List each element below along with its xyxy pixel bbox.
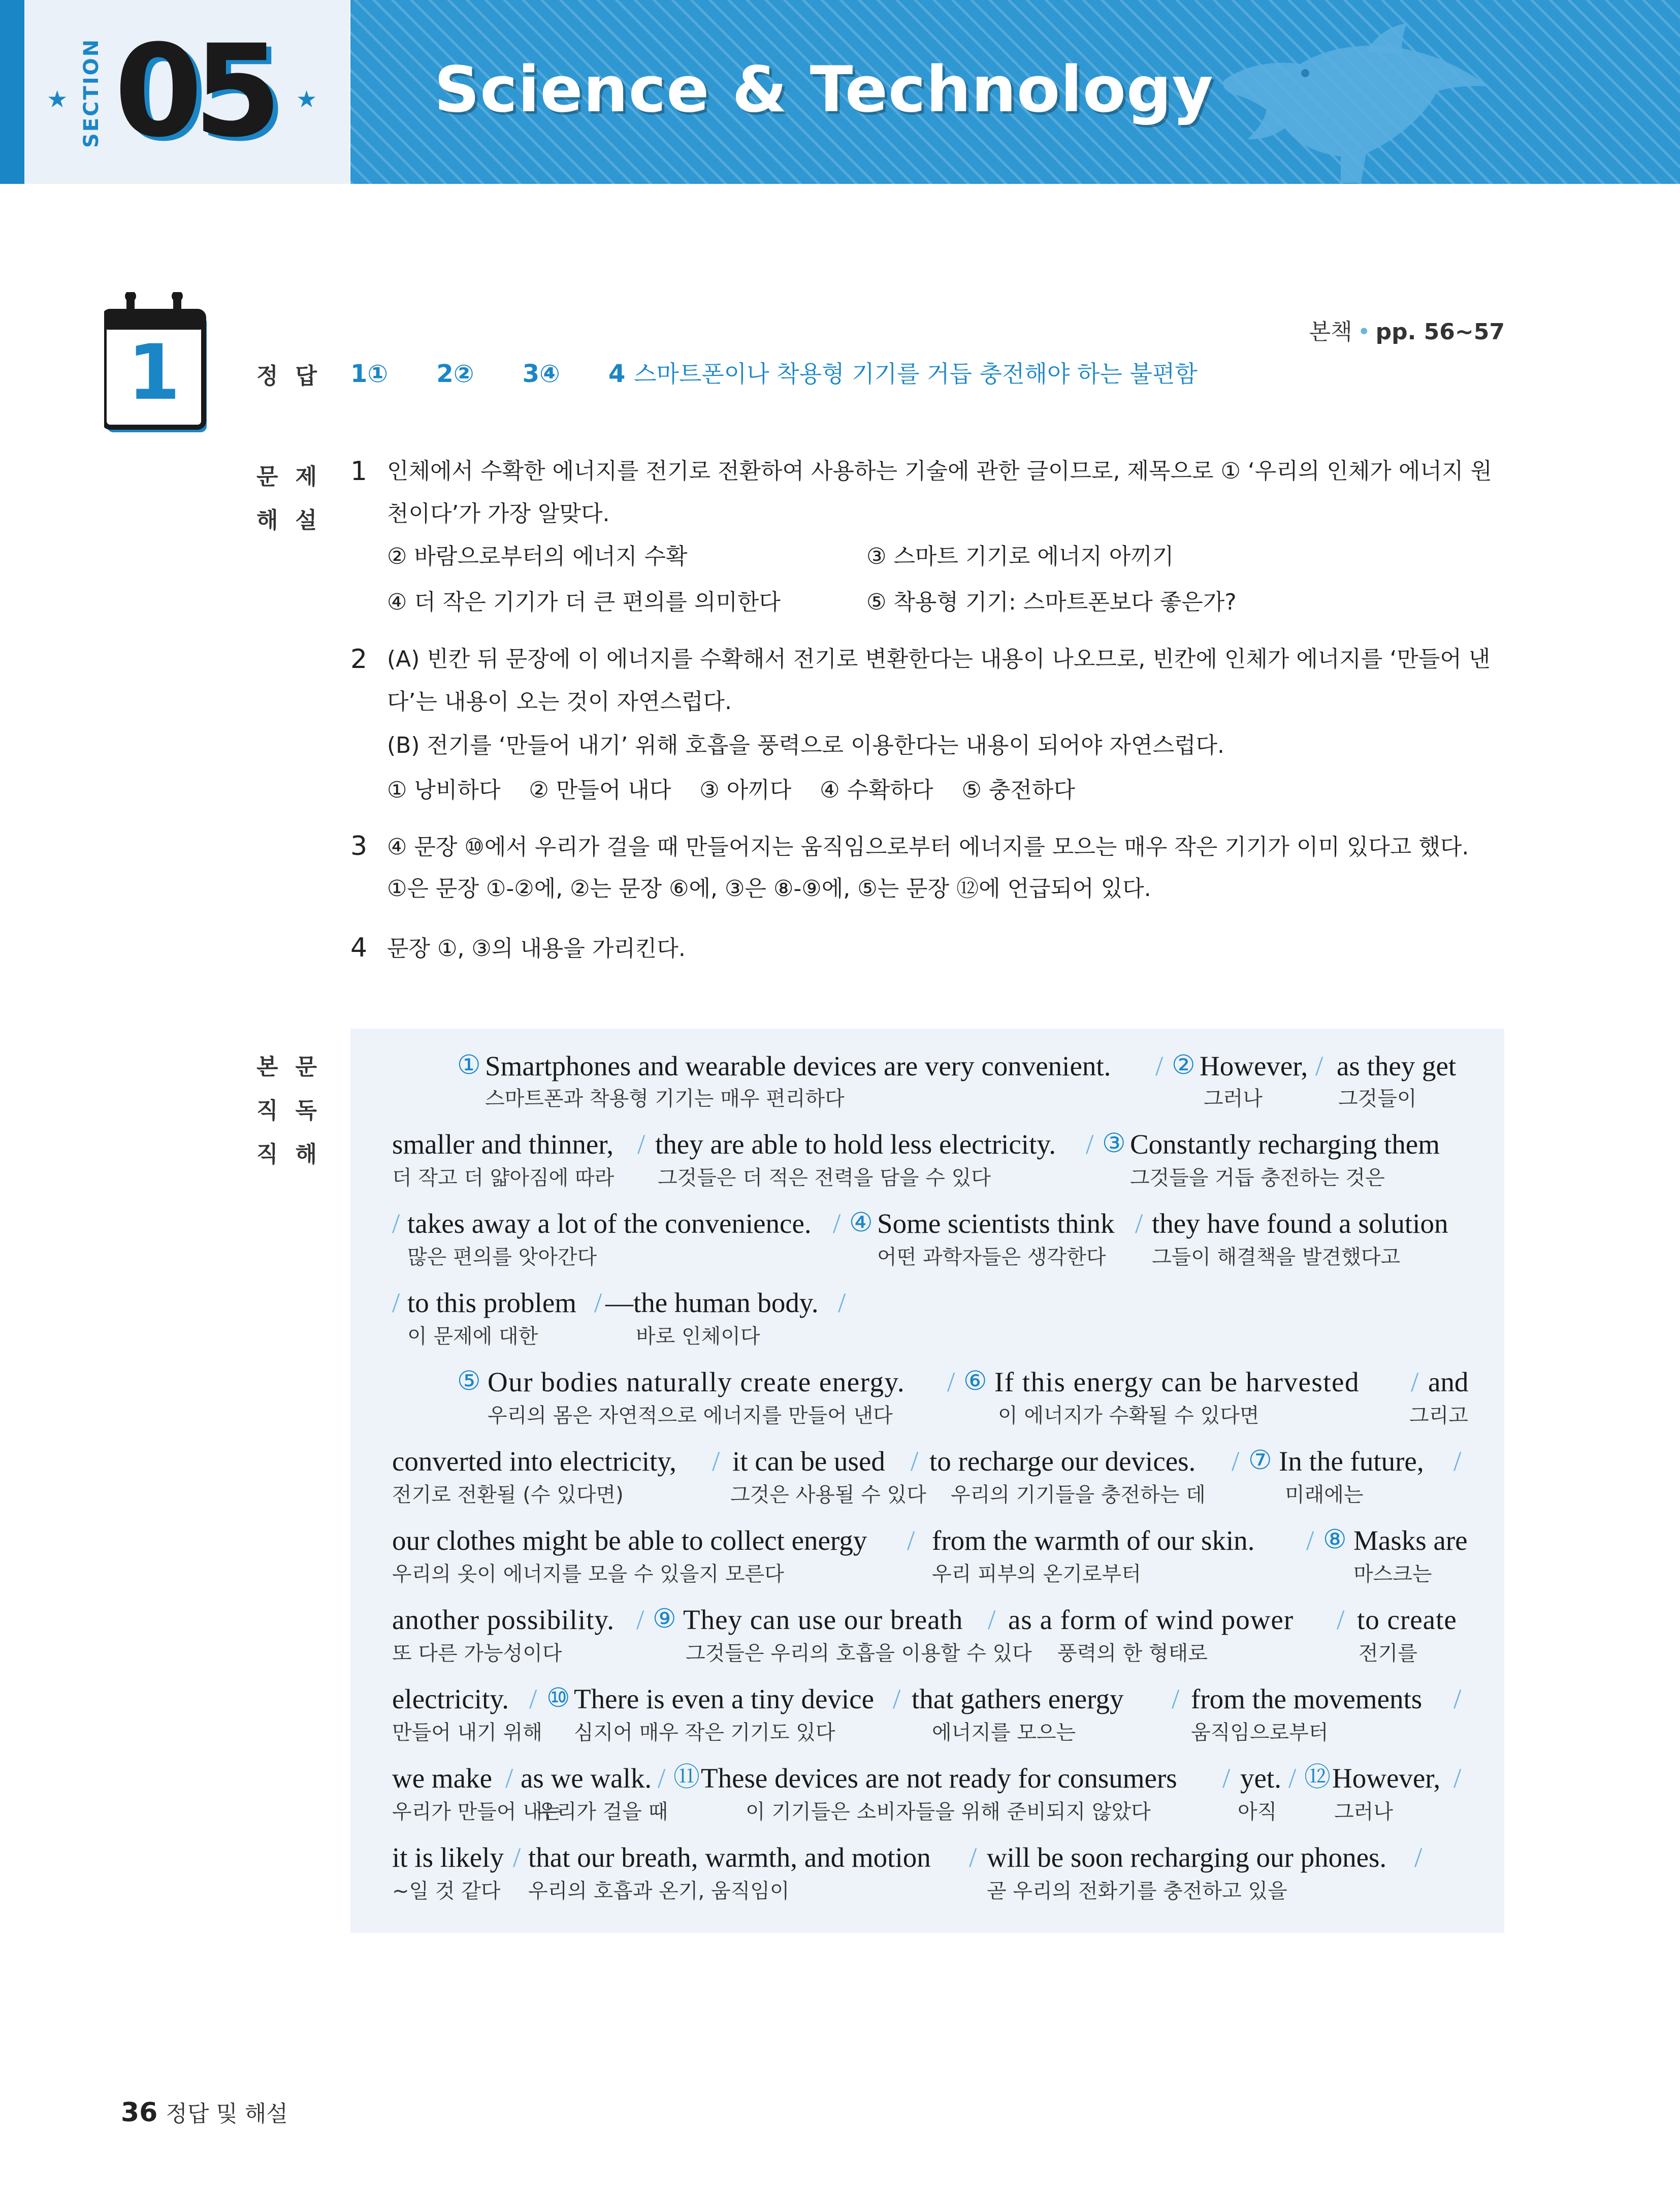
chunk-slash: /: [1155, 1050, 1164, 1081]
page-number: 36: [121, 2097, 158, 2128]
answer-1: 1①: [350, 360, 389, 388]
sentence-number: ②: [1172, 1050, 1196, 1080]
page-reference: [1309, 313, 1505, 346]
dolphin-icon: [1214, 20, 1498, 183]
korean-gloss: 미래에는: [1285, 1483, 1364, 1507]
section-word-text: SECTION: [80, 38, 103, 148]
english-chunk: However,: [1200, 1050, 1308, 1081]
english-chunk: Some scientists think: [877, 1208, 1115, 1239]
english-chunk: to create: [1357, 1604, 1457, 1635]
answer-3: 3④: [522, 360, 560, 388]
label-explain-1: 문제: [256, 464, 335, 490]
chunk-slash: /: [1172, 1683, 1180, 1714]
english-chunk: from the warmth of our skin.: [932, 1525, 1255, 1556]
explanation-2-line: (A) 빈칸 뒤 문장에 이 에너지를 수확해서 전기로 변환한다는 내용이 나오므로, 빈칸에 인체가 에너지를 ‘만들어 낸: [387, 646, 1491, 672]
korean-gloss: 많은 편의를 앗아간다: [407, 1246, 597, 1269]
answer-key: [350, 356, 1198, 389]
chunk-slash: /: [529, 1683, 537, 1714]
explanation-2-number: 2: [350, 644, 368, 675]
chunk-slash: /: [392, 1287, 400, 1318]
english-chunk: they have found a solution: [1152, 1208, 1448, 1239]
sentence-number: ⑥: [963, 1366, 987, 1396]
chunk-slash: /: [947, 1366, 955, 1397]
problem-number-calendar-icon: [104, 292, 208, 434]
chunk-slash: /: [969, 1842, 977, 1873]
korean-gloss: 바로 인체이다: [636, 1325, 760, 1348]
korean-gloss: 그것들을 거듭 충전하는 것은: [1130, 1166, 1385, 1190]
label-explain-2: 해설: [256, 507, 335, 533]
explanation-1-option: ② 바람으로부터의 에너지 수확: [387, 544, 688, 569]
korean-gloss: 그것들이: [1338, 1087, 1417, 1110]
sentence-number: ③: [1102, 1128, 1126, 1159]
english-chunk: it is likely: [392, 1842, 504, 1873]
chunk-slash: /: [833, 1208, 841, 1239]
korean-gloss: 심지어 매우 작은 기기도 있다: [574, 1721, 835, 1744]
english-chunk: and: [1428, 1366, 1469, 1397]
korean-gloss: 움직임으로부터: [1191, 1721, 1329, 1744]
english-chunk: that gathers energy: [912, 1683, 1124, 1714]
english-chunk: another possibility.: [392, 1604, 615, 1635]
korean-gloss: 풍력의 한 형태로: [1057, 1642, 1208, 1665]
korean-gloss: 우리의 기기들을 충전하는 데: [951, 1483, 1206, 1507]
section-word: [76, 30, 107, 152]
english-chunk: yet.: [1240, 1763, 1281, 1794]
reading-passage-box: [350, 1029, 1504, 1933]
korean-gloss: 우리의 몸은 자연적으로 에너지를 만들어 낸다: [488, 1404, 893, 1427]
chunk-slash: /: [911, 1446, 919, 1477]
chunk-slash: /: [658, 1763, 666, 1794]
sentence-number: ①: [457, 1050, 481, 1080]
chunk-slash: /: [505, 1763, 513, 1794]
problem-number: 1: [127, 329, 181, 417]
answer-2: 2②: [436, 360, 474, 388]
chunk-slash: /: [1453, 1683, 1462, 1714]
page-ref-book: 본책: [1309, 319, 1352, 345]
english-chunk: we make: [392, 1763, 492, 1794]
footer-label: 정답 및 해설: [166, 2101, 288, 2127]
chunk-slash: /: [594, 1287, 602, 1318]
explanation-2-choices: ① 낭비하다 ② 만들어 내다 ③ 아끼다 ④ 수확하다 ⑤ 충전하다: [387, 777, 1076, 803]
chunk-slash: /: [907, 1525, 915, 1556]
chunk-slash: /: [988, 1604, 996, 1635]
explanation-1-option: ⑤ 착용형 기기: 스마트폰보다 좋은가?: [866, 589, 1237, 615]
english-chunk: If this energy can be harvested: [994, 1366, 1360, 1397]
korean-gloss: 우리의 옷이 에너지를 모을 수 있을지 모른다: [392, 1563, 784, 1586]
sentence-number: ④: [849, 1207, 873, 1238]
english-chunk: converted into electricity,: [392, 1446, 676, 1477]
page-footer: [121, 2095, 288, 2128]
star-icon: ★: [296, 85, 317, 113]
answer-4-text: 스마트폰이나 착용형 기기를 거듭 충전해야 하는 불편함: [634, 360, 1198, 388]
english-chunk: as a form of wind power: [1008, 1604, 1294, 1635]
section-header: [0, 0, 1680, 184]
chunk-slash: /: [1222, 1763, 1231, 1794]
korean-gloss: 우리가 걸을 때: [537, 1800, 668, 1824]
korean-gloss: 또 다른 가능성이다: [392, 1642, 562, 1665]
sentence-number: ⑤: [457, 1366, 481, 1396]
label-reading-2: 직독: [256, 1098, 335, 1124]
section-number: 05: [114, 17, 273, 165]
english-chunk: to recharge our devices.: [929, 1446, 1196, 1477]
page-ref-pages: pp. 56~57: [1375, 319, 1505, 345]
korean-gloss: 그들이 해결책을 발견했다고: [1152, 1246, 1401, 1269]
chunk-slash: /: [1411, 1366, 1419, 1397]
sentence-number: ⑧: [1323, 1524, 1347, 1555]
english-chunk: These devices are not ready for consumers: [701, 1763, 1177, 1794]
korean-gloss: ~일 것 같다: [392, 1879, 501, 1903]
english-chunk: Constantly recharging them: [1130, 1129, 1440, 1160]
explanation-4-line: 문장 ①, ③의 내용을 가리킨다.: [387, 936, 686, 962]
page-ref-dot: •: [1357, 319, 1371, 345]
korean-gloss: 그것들은 우리의 호흡을 이용할 수 있다: [686, 1642, 1032, 1665]
chunk-slash: /: [636, 1604, 644, 1635]
chunk-slash: /: [392, 1208, 400, 1239]
sentence-number: ⑨: [653, 1604, 676, 1634]
explanation-1-option: ④ 더 작은 기기가 더 큰 편의를 의미한다: [387, 589, 781, 615]
korean-gloss: 이 문제에 대한: [407, 1325, 538, 1348]
korean-gloss: 곧 우리의 전화기를 충전하고 있을: [987, 1879, 1287, 1903]
korean-gloss: 마스크는: [1353, 1563, 1432, 1586]
answer-4-number: 4: [608, 360, 626, 388]
explanation-3-line: ④ 문장 ⑩에서 우리가 걸을 때 만들어지는 움직임으로부터 에너지를 모으는 매우 작은 기기가 이미 있다고 했다.: [387, 834, 1469, 860]
korean-gloss: 전기로 전환될 (수 있다면): [392, 1483, 624, 1507]
explanation-2-line: 다’는 내용이 오는 것이 자연스럽다.: [387, 689, 732, 715]
korean-gloss: 전기를: [1359, 1642, 1417, 1665]
korean-gloss: 아직: [1238, 1800, 1277, 1824]
chunk-slash: /: [1453, 1446, 1462, 1477]
chunk-slash: /: [637, 1129, 645, 1160]
sentence-number: ⑩: [546, 1683, 570, 1713]
english-chunk: they are able to hold less electricity.: [655, 1129, 1056, 1160]
sentence-number: ⑪: [673, 1762, 700, 1793]
english-chunk: it can be used: [732, 1446, 885, 1477]
chunk-slash: /: [1414, 1842, 1423, 1873]
chunk-slash: /: [1232, 1446, 1240, 1477]
english-chunk: will be soon recharging our phones.: [987, 1842, 1387, 1873]
english-chunk: Masks are: [1353, 1525, 1468, 1556]
english-chunk: Our bodies naturally create energy.: [488, 1366, 906, 1397]
chunk-slash: /: [513, 1842, 521, 1873]
chunk-slash: /: [1453, 1763, 1462, 1794]
chunk-slash: /: [1086, 1129, 1094, 1160]
english-chunk: —the human body.: [605, 1287, 819, 1318]
explanation-4-number: 4: [350, 933, 368, 963]
chunk-slash: /: [1315, 1050, 1323, 1081]
english-chunk: to this problem: [407, 1287, 577, 1318]
english-chunk: However,: [1332, 1763, 1441, 1794]
korean-gloss: 그리고: [1409, 1404, 1468, 1427]
english-chunk: as they get: [1337, 1050, 1457, 1081]
answer-4: [608, 360, 1198, 388]
english-chunk: They can use our breath: [683, 1604, 963, 1635]
explanation-1-line: 인체에서 수확한 에너지를 전기로 전환하여 사용하는 기술에 관한 글이므로, 제목으로 ① ‘우리의 인체가 에너지 원: [387, 458, 1492, 484]
english-chunk: electricity.: [392, 1683, 509, 1714]
korean-gloss: 우리의 호흡과 온기, 움직임이: [528, 1879, 790, 1903]
chunk-slash: /: [1337, 1604, 1345, 1635]
korean-gloss: 그것들은 더 적은 전력을 담을 수 있다: [658, 1166, 991, 1190]
chunk-slash: /: [1306, 1525, 1314, 1556]
chunk-slash: /: [712, 1446, 720, 1477]
korean-gloss: 이 에너지가 수확될 수 있다면: [998, 1404, 1259, 1427]
sentence-number: ⑦: [1248, 1445, 1272, 1476]
english-chunk: There is even a tiny device: [574, 1683, 874, 1714]
korean-gloss: 만들어 내기 위해: [392, 1721, 542, 1744]
english-chunk: In the future,: [1279, 1446, 1424, 1477]
english-chunk: that our breath, warmth, and motion: [528, 1842, 931, 1873]
korean-gloss: 우리 피부의 온기로부터: [932, 1563, 1141, 1586]
explanation-3-number: 3: [350, 831, 368, 862]
korean-gloss: 그러나: [1334, 1800, 1393, 1824]
explanation-3-line: ①은 문장 ①-②에, ②는 문장 ⑥에, ③은 ⑧-⑨에, ⑤는 문장 ⑫에 언급되어 있다.: [387, 876, 1151, 902]
korean-gloss: 어떤 과학자들은 생각한다: [877, 1246, 1106, 1269]
korean-gloss: 에너지를 모으는: [932, 1721, 1076, 1744]
star-icon: ★: [47, 85, 68, 113]
chunk-slash: /: [838, 1287, 846, 1318]
english-chunk: our clothes might be able to collect energy: [392, 1525, 867, 1556]
english-chunk: from the movements: [1191, 1683, 1423, 1714]
english-chunk: takes away a lot of the convenience.: [407, 1208, 812, 1239]
label-answer: 정답: [256, 363, 335, 389]
english-chunk: as we walk.: [521, 1763, 652, 1794]
sentence-number: ⑫: [1304, 1762, 1331, 1793]
label-reading-3: 직해: [256, 1141, 335, 1167]
english-chunk: Smartphones and wearable devices are very convenient.: [485, 1050, 1111, 1081]
explanation-1-number: 1: [350, 456, 368, 487]
section-title: Science & Technology: [434, 53, 1214, 126]
header-left-bar: [0, 0, 24, 184]
explanation-1-line: 천이다’가 가장 알맞다.: [387, 501, 610, 527]
explanation-1-option: ③ 스마트 기기로 에너지 아끼기: [866, 544, 1174, 569]
korean-gloss: 그것은 사용될 수 있다: [730, 1483, 926, 1507]
korean-gloss: 스마트폰과 착용형 기기는 매우 편리하다: [485, 1087, 845, 1110]
chunk-slash: /: [1288, 1763, 1297, 1794]
korean-gloss: 이 기기들은 소비자들을 위해 준비되지 않았다: [746, 1800, 1151, 1824]
chunk-slash: /: [893, 1683, 901, 1714]
korean-gloss: 더 작고 더 얇아짐에 따라: [392, 1166, 615, 1190]
explanation-2-line: (B) 전기를 ‘만들어 내기’ 위해 호흡을 풍력으로 이용한다는 내용이 되어야 자연스럽다.: [387, 732, 1224, 758]
chunk-slash: /: [1135, 1208, 1143, 1239]
label-reading-1: 본문: [256, 1054, 335, 1080]
korean-gloss: 우리가 만들어 내는: [392, 1800, 562, 1824]
korean-gloss: 그러나: [1204, 1087, 1263, 1110]
english-chunk: smaller and thinner,: [392, 1129, 614, 1160]
